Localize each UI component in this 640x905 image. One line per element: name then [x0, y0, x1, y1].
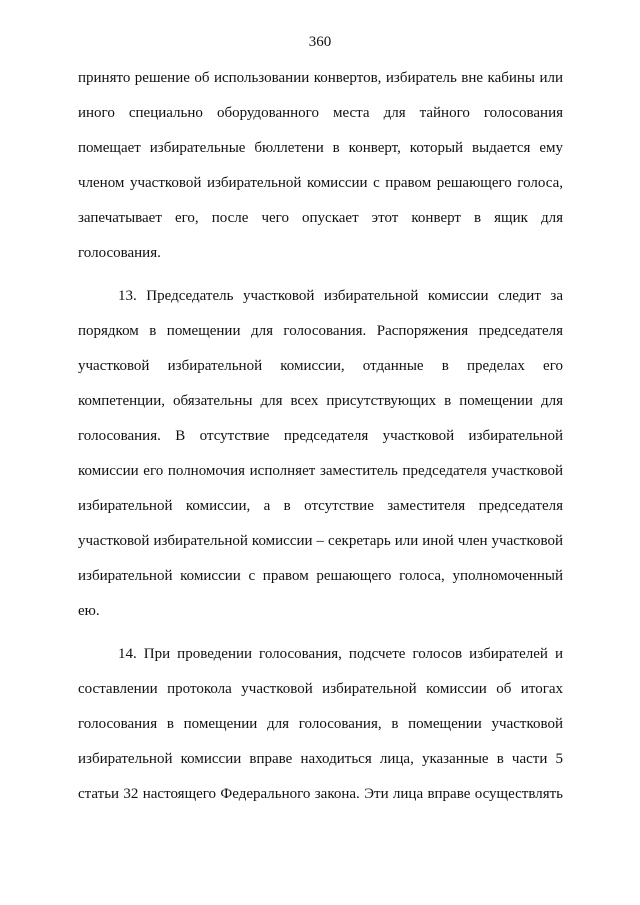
text-line: избирательной комиссии с правом решающего голоса, уполномоченный [78, 568, 563, 584]
text-line: голосования в помещении для голосования, в помещении участковой [78, 716, 563, 732]
text-line: составлении протокола участковой избирательной комиссии об итогах [78, 681, 563, 697]
text-line: принято решение об использовании конвертов, избиратель вне кабины или [78, 70, 563, 86]
text-line: избирательной комиссии, а в отсутствие заместителя председателя [78, 498, 563, 514]
text-line: иного специально оборудованного места для тайного голосования [78, 105, 563, 121]
document-body [78, 66, 563, 817]
text-line: порядком в помещении для голосования. Распоряжения председателя [78, 323, 563, 339]
text-line: участковой избирательной комиссии – секретарь или иной член участковой [78, 533, 563, 549]
text-line: членом участковой избирательной комиссии с правом решающего голоса, [78, 175, 563, 191]
text-line: запечатывает его, после чего опускает этот конверт в ящик для [78, 210, 563, 226]
text-line: 14. При проведении голосования, подсчете голосов избирателей и [118, 646, 563, 662]
text-line: участковой избирательной комиссии, отданные в пределах его [78, 358, 563, 374]
text-line: компетенции, обязательны для всех присутствующих в помещении для [78, 393, 563, 409]
text-line: комиссии его полномочия исполняет заместитель председателя участковой [78, 463, 563, 479]
text-line: помещает избирательные бюллетени в конверт, который выдается ему [78, 140, 563, 156]
text-line: голосования. В отсутствие председателя участковой избирательной [78, 428, 563, 444]
paragraph-14 [78, 642, 563, 817]
page-number: 360 [308, 34, 332, 50]
text-line: статьи 32 настоящего Федерального закона. Эти лица вправе осуществлять [78, 786, 563, 802]
text-line: голосования. [78, 245, 161, 261]
paragraph-13 [78, 284, 563, 634]
text-line: избирательной комиссии вправе находиться лица, указанные в части 5 [78, 751, 563, 767]
text-line: 13. Председатель участковой избирательной комиссии следит за [118, 288, 563, 304]
paragraph-continuation [78, 66, 563, 276]
text-line: ею. [78, 603, 100, 619]
